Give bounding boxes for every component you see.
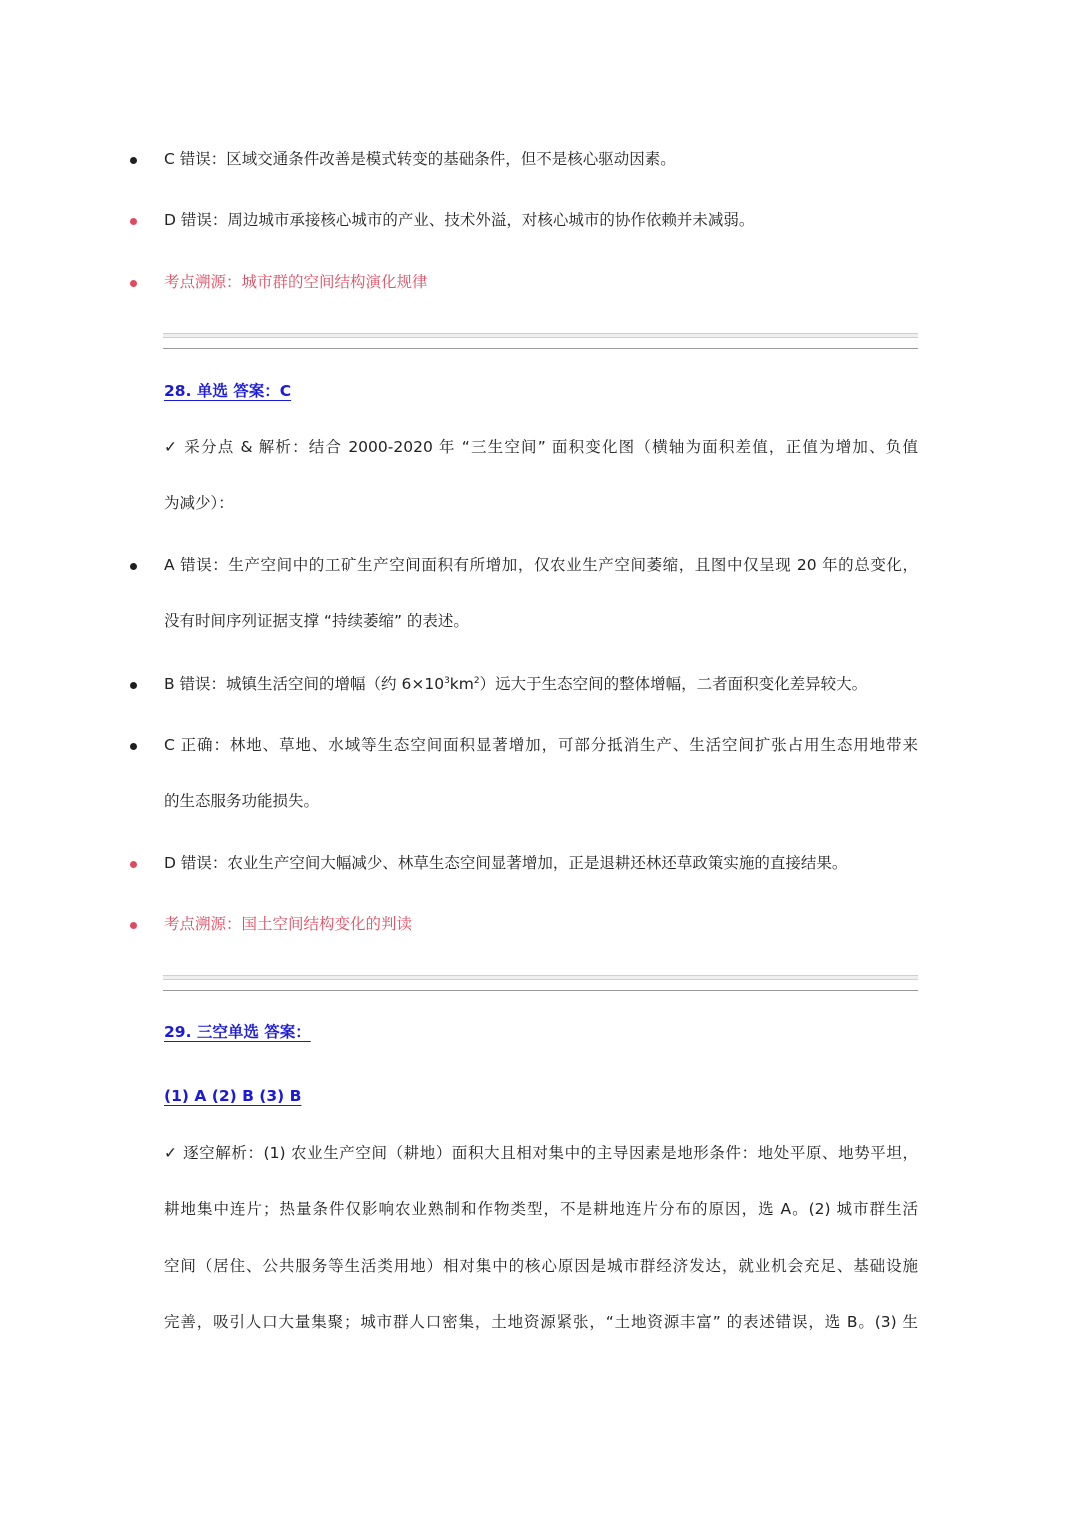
question-29-heading: 29. 三空单选 答案： — [164, 1023, 311, 1041]
option-c-text-cont: 的生态服务功能损失。 — [164, 792, 320, 810]
analysis-line: ✓ 采分点 & 解析：结合 2000-2020 年 “三生空间” 面积变化图（横轴为面积差值，正值为增加、负值 — [164, 438, 918, 456]
exam-point-source: 考点溯源：城市群的空间结构演化规律 — [164, 273, 428, 291]
bullet-dot — [130, 861, 137, 868]
question-29-answers: (1) A (2) B (3) B — [164, 1087, 302, 1105]
exam-point-source: 考点溯源：国土空间结构变化的判读 — [164, 915, 413, 933]
option-c-text: C 错误：区域交通条件改善是模式转变的基础条件，但不是核心驱动因素。 — [164, 150, 676, 168]
bullet-dot — [130, 218, 137, 225]
section-divider — [163, 975, 918, 991]
analysis-line: 为减少）： — [164, 494, 234, 512]
bullet-dot — [130, 922, 137, 929]
bullet-dot — [130, 157, 137, 164]
bullet-dot — [130, 280, 137, 287]
question-28-heading: 28. 单选 答案：C — [164, 382, 292, 400]
option-a-text: A 错误：生产空间中的工矿生产空间面积有所增加，仅农业生产空间萎缩，且图中仅呈现 20 年的总变化， — [164, 556, 918, 574]
analysis-line: 空间（居住、公共服务等生活类用地）相对集中的核心原因是城市群经济发达，就业机会充足、基础设施 — [164, 1257, 918, 1275]
analysis-line: 完善，吸引人口大量集聚；城市群人口密集，土地资源紧张，“土地资源丰富” 的表述错误，选 B。(3) 生 — [164, 1313, 918, 1331]
analysis-line: ✓ 逐空解析：(1) 农业生产空间（耕地）面积大且相对集中的主导因素是地形条件：地处平原、地势平坦， — [164, 1144, 918, 1162]
option-b-text: B 错误：城镇生活空间的增幅（约 $6\times 10^3km^2$）远大于生态空间的整体增幅，二者面积变化差异较大。 — [164, 675, 868, 693]
analysis-line: 耕地集中连片；热量条件仅影响农业熟制和作物类型，不是耕地连片分布的原因，选 A。(2) 城市群生活 — [164, 1200, 918, 1218]
option-a-text-cont: 没有时间序列证据支撑 “持续萎缩” 的表述。 — [164, 612, 469, 630]
option-d-text: D 错误：农业生产空间大幅减少、林草生态空间显著增加，正是退耕还林还草政策实施的直接结果。 — [164, 854, 848, 872]
section-divider — [163, 333, 918, 349]
option-c-text: C 正确：林地、草地、水域等生态空间面积显著增加，可部分抵消生产、生活空间扩张占用生态用地带来 — [164, 736, 918, 754]
bullet-dot — [130, 682, 137, 689]
option-d-text: D 错误：周边城市承接核心城市的产业、技术外溢，对核心城市的协作依赖并未减弱。 — [164, 211, 755, 229]
bullet-dot — [130, 743, 137, 750]
bullet-dot — [130, 563, 137, 570]
